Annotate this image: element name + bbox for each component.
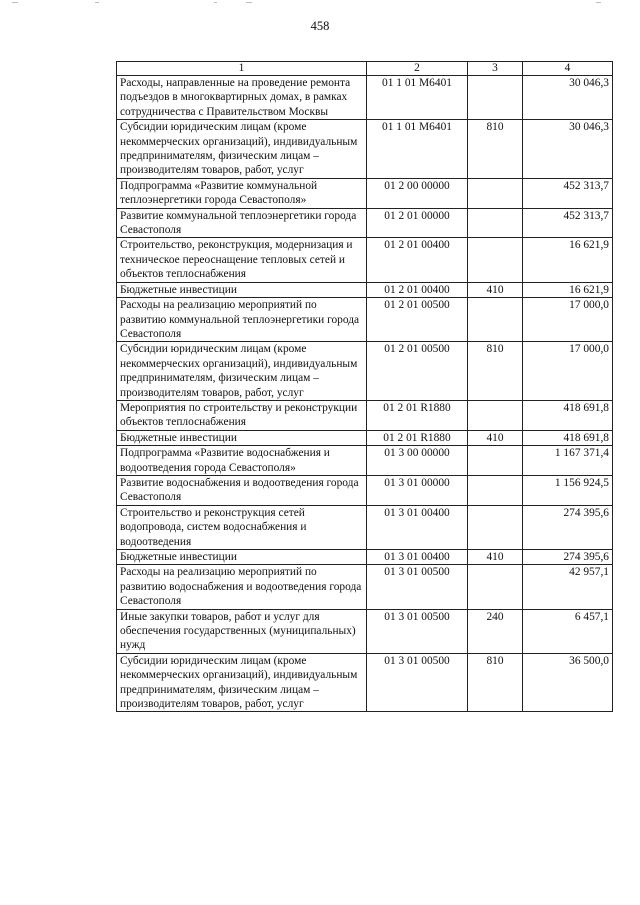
row-code-cell: 01 2 01 R1880 <box>367 430 468 445</box>
row-type-cell <box>468 400 523 430</box>
table-row <box>117 282 613 297</box>
row-amount-cell: 6 457,1 <box>523 609 613 653</box>
table-row <box>117 120 613 179</box>
table-row <box>117 505 613 549</box>
row-type-cell <box>468 298 523 342</box>
row-type-cell: 410 <box>468 282 523 297</box>
row-amount-cell: 16 621,9 <box>523 282 613 297</box>
row-name-cell: Бюджетные инвестиции <box>117 550 367 565</box>
page-number: 458 <box>310 19 330 33</box>
row-type-cell <box>468 76 523 120</box>
table-row <box>117 208 613 238</box>
table-row <box>117 76 613 120</box>
row-amount-cell: 274 395,6 <box>523 550 613 565</box>
row-code-cell: 01 1 01 M6401 <box>367 76 468 120</box>
scan-artifacts <box>0 0 640 6</box>
row-name-cell: Подпрограмма «Развитие коммунальной теплоэнергетики города Севастополя» <box>117 178 367 208</box>
row-amount-cell: 16 621,9 <box>523 238 613 282</box>
column-header-type: 3 <box>468 62 523 76</box>
row-code-cell: 01 3 01 00400 <box>367 550 468 565</box>
row-code-cell: 01 3 01 00500 <box>367 565 468 609</box>
table-row <box>117 178 613 208</box>
row-type-cell <box>468 505 523 549</box>
row-amount-cell: 17 000,0 <box>523 298 613 342</box>
row-amount-cell: 42 957,1 <box>523 565 613 609</box>
row-name-cell: Мероприятия по строительству и реконструкции объектов теплоснабжения <box>117 400 367 430</box>
row-code-cell: 01 2 00 00000 <box>367 178 468 208</box>
row-type-cell <box>468 475 523 505</box>
row-name-cell: Субсидии юридическим лицам (кроме некоммерческих организаций), индивидуальным предпринимателям, физическим лицам – производителям товаров, работ, услуг <box>117 342 367 401</box>
row-amount-cell: 30 046,3 <box>523 76 613 120</box>
row-name-cell: Иные закупки товаров, работ и услуг для обеспечения государственных (муниципальных) нужд <box>117 609 367 653</box>
row-type-cell: 240 <box>468 609 523 653</box>
table-row <box>117 298 613 342</box>
row-code-cell: 01 3 01 00500 <box>367 653 468 712</box>
row-type-cell <box>468 565 523 609</box>
row-name-cell: Субсидии юридическим лицам (кроме некоммерческих организаций), индивидуальным предпринимателям, физическим лицам – производителям товаров, работ, услуг <box>117 120 367 179</box>
table-row <box>117 550 613 565</box>
row-name-cell: Развитие коммунальной теплоэнергетики города Севастополя <box>117 208 367 238</box>
row-amount-cell: 274 395,6 <box>523 505 613 549</box>
row-type-cell <box>468 178 523 208</box>
row-name-cell: Субсидии юридическим лицам (кроме некоммерческих организаций), индивидуальным предпринимателям, физическим лицам – производителям товаров, работ, услуг <box>117 653 367 712</box>
row-type-cell <box>468 446 523 476</box>
row-code-cell: 01 2 01 00400 <box>367 282 468 297</box>
row-amount-cell: 418 691,8 <box>523 400 613 430</box>
table-row <box>117 446 613 476</box>
table-row <box>117 653 613 712</box>
row-name-cell: Бюджетные инвестиции <box>117 430 367 445</box>
row-name-cell: Строительство и реконструкция сетей водопровода, систем водоснабжения и водоотведения <box>117 505 367 549</box>
table-row <box>117 609 613 653</box>
row-type-cell: 810 <box>468 342 523 401</box>
row-code-cell: 01 2 01 00000 <box>367 208 468 238</box>
table-header-row <box>117 62 613 76</box>
table-row <box>117 565 613 609</box>
table-row <box>117 400 613 430</box>
row-type-cell: 410 <box>468 550 523 565</box>
row-name-cell: Расходы на реализацию мероприятий по развитию водоснабжения и водоотведения города Севастополя <box>117 565 367 609</box>
row-code-cell: 01 3 01 00000 <box>367 475 468 505</box>
row-code-cell: 01 3 01 00400 <box>367 505 468 549</box>
row-amount-cell: 30 046,3 <box>523 120 613 179</box>
table-row <box>117 475 613 505</box>
row-name-cell: Подпрограмма «Развитие водоснабжения и водоотведения города Севастополя» <box>117 446 367 476</box>
column-header-name: 1 <box>117 62 367 76</box>
row-name-cell: Расходы, направленные на проведение ремонта подъездов в многоквартирных домах, в рамках сотрудничества с Правительством Москвы <box>117 76 367 120</box>
row-amount-cell: 1 167 371,4 <box>523 446 613 476</box>
row-type-cell: 410 <box>468 430 523 445</box>
row-name-cell: Развитие водоснабжения и водоотведения города Севастополя <box>117 475 367 505</box>
row-amount-cell: 36 500,0 <box>523 653 613 712</box>
table-body <box>117 76 613 712</box>
row-amount-cell: 418 691,8 <box>523 430 613 445</box>
row-amount-cell: 1 156 924,5 <box>523 475 613 505</box>
row-amount-cell: 17 000,0 <box>523 342 613 401</box>
row-code-cell: 01 3 01 00500 <box>367 609 468 653</box>
row-code-cell: 01 2 01 00500 <box>367 298 468 342</box>
row-name-cell: Бюджетные инвестиции <box>117 282 367 297</box>
row-type-cell <box>468 208 523 238</box>
column-header-code: 2 <box>367 62 468 76</box>
row-code-cell: 01 2 01 R1880 <box>367 400 468 430</box>
row-type-cell: 810 <box>468 120 523 179</box>
column-header-amount: 4 <box>523 62 613 76</box>
row-code-cell: 01 2 01 00500 <box>367 342 468 401</box>
row-amount-cell: 452 313,7 <box>523 178 613 208</box>
row-code-cell: 01 2 01 00400 <box>367 238 468 282</box>
row-name-cell: Строительство, реконструкция, модернизация и техническое переоснащение тепловых сетей и объектов теплоснабжения <box>117 238 367 282</box>
table-row <box>117 238 613 282</box>
table-row <box>117 430 613 445</box>
row-type-cell: 810 <box>468 653 523 712</box>
budget-table <box>116 61 613 712</box>
row-name-cell: Расходы на реализацию мероприятий по развитию коммунальной теплоэнергетики города Севастополя <box>117 298 367 342</box>
row-type-cell <box>468 238 523 282</box>
row-code-cell: 01 1 01 M6401 <box>367 120 468 179</box>
table-row <box>117 342 613 401</box>
row-code-cell: 01 3 00 00000 <box>367 446 468 476</box>
row-amount-cell: 452 313,7 <box>523 208 613 238</box>
